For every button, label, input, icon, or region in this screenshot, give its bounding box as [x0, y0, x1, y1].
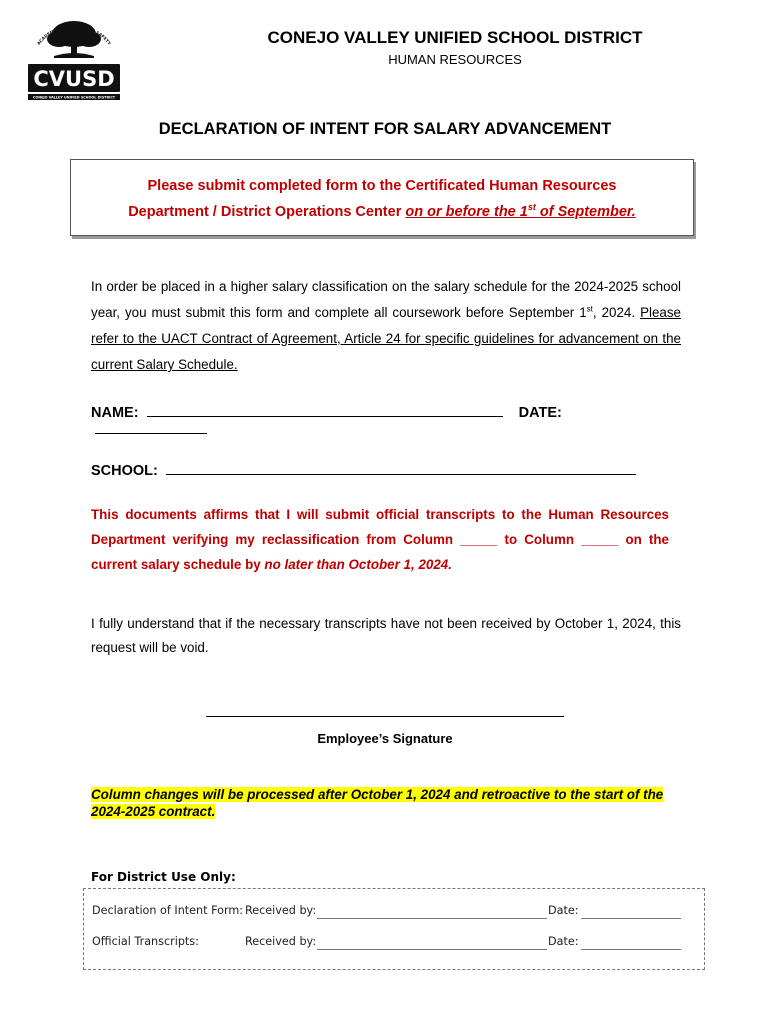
logo-abbr: CVUSD [33, 67, 115, 91]
name-date-row [91, 404, 681, 438]
school-label: SCHOOL: [91, 463, 158, 479]
date-field[interactable] [95, 421, 207, 434]
contract-reference-link[interactable]: Please refer to the UACT Contract of Agreement, Article 24 for specific guidelines for advancement on the current Salary Schedule. [91, 305, 682, 372]
notice-line-2: Department / District Operations Center on or before the 1st of September. [128, 202, 636, 220]
district-use-title: For District Use Only: [91, 870, 236, 884]
transcripts-received-field[interactable] [317, 949, 547, 950]
logo-caption: CONEJO VALLEY UNIFIED SCHOOL DISTRICT [32, 95, 116, 100]
school-field[interactable] [166, 462, 636, 475]
logo-arc-text: ACADEMICS · ACTIVITIES · SAFETY [35, 23, 113, 46]
notice-line-1: Please submit completed form to the Certificated Human Resources [147, 178, 617, 194]
date-label: DATE: [518, 405, 562, 421]
department-name: HUMAN RESOURCES [388, 52, 522, 67]
cvusd-logo [24, 14, 124, 104]
name-label: NAME: [91, 405, 139, 421]
school-row [91, 462, 681, 479]
form-received-field[interactable] [317, 918, 547, 919]
processing-note: Column changes will be processed after October 1, 2024 and retroactive to the start of the 2024-2025 contract. [91, 787, 664, 819]
name-field[interactable] [147, 404, 503, 417]
transcripts-date-field[interactable] [581, 949, 681, 950]
understanding-paragraph: I fully understand that if the necessary transcripts have not been received by October 1, 2024, this request will be void. [91, 616, 681, 655]
intro-paragraph: In order be placed in a higher salary classification on the salary schedule for the 2024-2025 school year, you must submit this form and complete all coursework before September 1st, 2024. Please refer to the UACT Contract of Agreement, Article 24 for specific guidelines for advancement on the current Salary Schedule. [91, 279, 682, 372]
form-date-field[interactable] [581, 918, 681, 919]
signature-line[interactable] [206, 716, 564, 717]
district-use-box: Declaration of Intent Form: Received by: Date: Official Transcripts: Received by: Date: [83, 888, 705, 970]
signature-label: Employee’s Signature [317, 731, 453, 746]
affirmation-paragraph: This documents affirms that I will submit official transcripts to the Human Resources Department verifying my reclassification from Column _____ to Column _____ on the current salary schedule by no later than October 1, 2024. [91, 507, 669, 572]
district-name: CONEJO VALLEY UNIFIED SCHOOL DISTRICT [267, 28, 643, 47]
submission-notice-box [70, 159, 694, 236]
document-title: DECLARATION OF INTENT FOR SALARY ADVANCEMENT [158, 120, 612, 138]
